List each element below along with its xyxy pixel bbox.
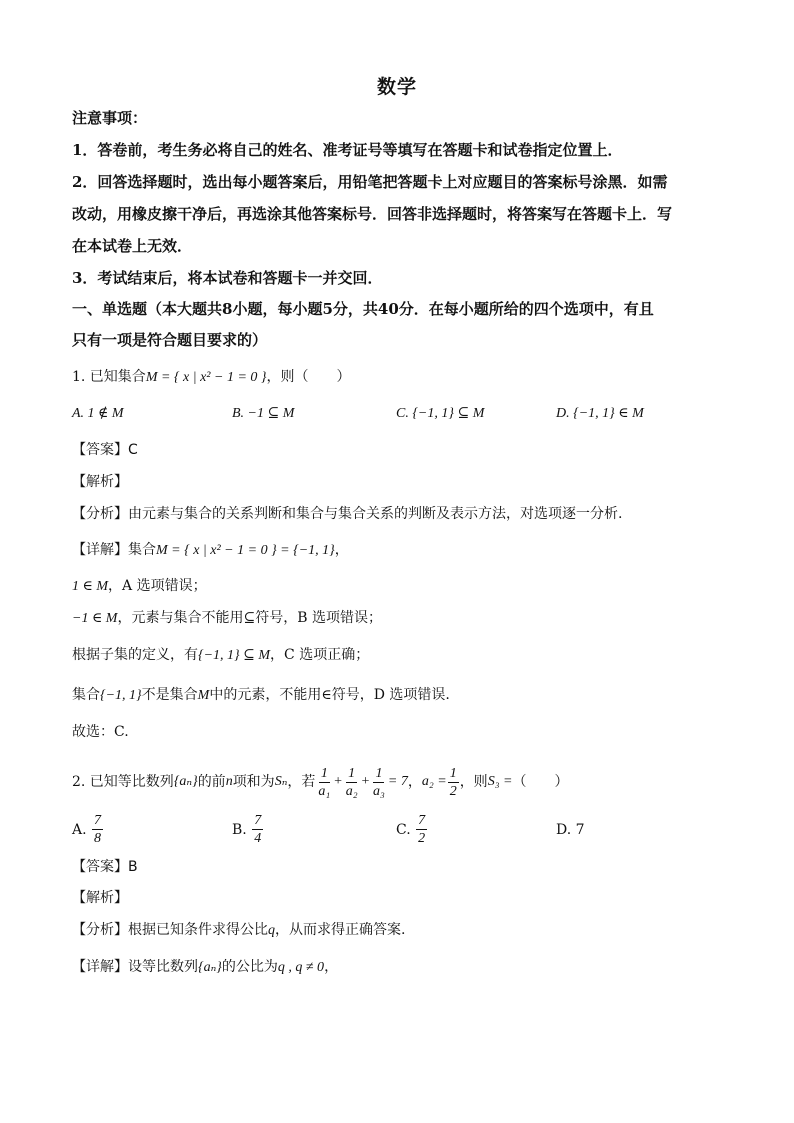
plus-sign: + [360, 774, 371, 789]
question-1-analysis-tag: 【解析】 [72, 474, 128, 490]
question-2-stem [72, 760, 569, 804]
option-fraction [416, 812, 427, 847]
fraction-denominator: 4 [254, 831, 262, 846]
xiangjie-prefix: 设等比数列 [128, 959, 198, 975]
line-d-prefix: 集合 [72, 687, 100, 703]
section-heading-line-1: 一、单选题（本大题共8小题，每小题5分，共40分．在每小题所给的四个选项中，有且 [72, 300, 654, 318]
notice-item-1: 1．答卷前，考生务必将自己的姓名、准考证号等填写在答题卡和试卷指定位置上． [72, 141, 623, 159]
fraction-denominator: a₂ [345, 783, 358, 799]
line-a-text: ，A 选项错误； [108, 578, 207, 594]
question-2-xiangjie [72, 957, 338, 978]
q2-mid-1: 的前 [197, 774, 226, 790]
answer-value: B [128, 859, 138, 875]
xiangjie-prefix: 集合 [128, 542, 156, 558]
line-c-prefix: 根据子集的定义，有 [72, 647, 198, 663]
question-2-option-d: D. 7 [556, 822, 585, 838]
fenxi-text: 由元素与集合的关系判断和集合与集合关系的判断及表示方法，对选项逐一分析. [128, 506, 623, 522]
question-1-option-c: C. {−1, 1} ⊆ M [396, 406, 485, 421]
q2-n: n [225, 774, 233, 789]
equals-seven: = 7 [387, 774, 408, 789]
fenxi-q: q [268, 923, 275, 938]
line-d-math-2: M [197, 688, 210, 703]
line-d-text: 中的元素，不能用∈符号，D 选项错误. [209, 687, 450, 703]
fraction-numerator: 1 [348, 765, 356, 781]
question-2-option-b [232, 812, 264, 847]
question-1-option-a: A. 1 ∉ M [72, 406, 124, 421]
line-d-math-1: {−1, 1} [100, 688, 142, 703]
xiangjie-tag: 【详解】 [72, 959, 128, 975]
section-heading-line-2: 只有一项是符合题目要求的） [72, 331, 268, 349]
question-1-set-expression: M = { x | x² − 1 = 0 } [145, 370, 267, 385]
plus-sign: + [333, 774, 343, 789]
fenxi-tag: 【分析】 [72, 506, 128, 522]
q2-mid-3: ，若 [287, 774, 316, 790]
question-1-option-b: B. −1 ⊆ M [232, 406, 295, 421]
notice-item-2-line-2: 改动，用橡皮擦干净后，再选涂其他答案标号．回答非选择题时，将答案写在答题卡上．写 [72, 205, 673, 223]
option-fraction [252, 812, 263, 847]
xiangjie-tag: 【详解】 [72, 542, 128, 558]
notice-item-2-line-1: 2．回答选择题时，选出每小题答案后，用铅笔把答题卡上对应题目的答案标号涂黑．如需 [72, 173, 668, 191]
fraction-denominator: 2 [418, 831, 426, 846]
xiangjie-suffix: ， [324, 959, 339, 975]
xiangjie-mid: 的公比为 [221, 959, 278, 975]
q2-suffix-pre: ，则 [459, 774, 488, 790]
xiangjie-math: q , q ≠ 0 [277, 960, 325, 975]
fraction-numerator: 7 [94, 813, 102, 828]
question-1-option-d: D. {−1, 1} ∈ M [556, 406, 644, 421]
answer-tag: 【答案】 [72, 859, 128, 875]
fraction-denominator: 8 [94, 831, 102, 846]
question-1-suffix: ，则（ ） [266, 369, 351, 385]
question-1-answer [72, 440, 138, 460]
question-1-line-d [72, 685, 450, 706]
q2-mid-2: 项和为 [232, 774, 275, 790]
notice-item-2-line-3: 在本试卷上无效． [72, 237, 193, 255]
line-d-mid: 不是集合 [141, 687, 198, 703]
s3-equals: S₃ = [487, 774, 513, 789]
question-2-option-c [396, 812, 428, 847]
fraction-numerator: 1 [449, 765, 457, 781]
q2-suffix: （ ） [512, 774, 569, 790]
a2-equals: a₂ = [421, 774, 447, 789]
question-1-line-a [72, 576, 207, 597]
answer-value: C [128, 442, 138, 458]
notice-item-3: 3．考试结束后，将本试卷和答题卡一并交回． [72, 269, 383, 287]
question-1-conclusion: 故选：C. [72, 724, 129, 740]
fraction-1-over-a1 [316, 765, 332, 800]
option-label: B. [232, 821, 247, 838]
fenxi-suffix: ，从而求得正确答案. [275, 922, 406, 938]
fraction-1-over-a3 [371, 765, 387, 800]
answer-tag: 【答案】 [72, 442, 128, 458]
question-2-analysis-tag: 【解析】 [72, 890, 128, 906]
q2-sequence: {aₙ} [173, 774, 198, 789]
xiangjie-sequence: {aₙ} [198, 960, 222, 975]
option-label: C. [396, 821, 411, 838]
comma: ， [407, 774, 422, 790]
question-2-answer [72, 857, 138, 877]
fraction-denominator: a₁ [318, 783, 331, 799]
question-2-fenxi [72, 920, 405, 941]
line-a-math: 1 ∈ M [72, 579, 109, 594]
fraction-1-over-a2 [344, 765, 360, 800]
fraction-numerator: 1 [375, 765, 383, 781]
page-title: 数学 [376, 76, 417, 98]
xiangjie-suffix: ， [334, 542, 349, 558]
fraction-one-half [448, 765, 459, 800]
option-fraction [92, 812, 103, 847]
line-b-math: −1 ∈ M [72, 611, 118, 626]
line-b-text: ，元素与集合不能用⊆符号，B 选项错误； [117, 610, 382, 626]
question-1-xiangjie [72, 540, 349, 561]
question-1-prefix: 1. 已知集合 [72, 369, 146, 385]
fraction-numerator: 7 [254, 813, 262, 828]
notice-heading: 注意事项： [72, 109, 148, 127]
line-c-math: {−1, 1} ⊆ M [198, 648, 271, 663]
fraction-denominator: a₃ [373, 783, 385, 799]
fraction-denominator: 2 [449, 783, 457, 799]
xiangjie-math: M = { x | x² − 1 = 0 } = {−1, 1} [156, 543, 335, 558]
option-label: A. [72, 821, 87, 838]
fenxi-prefix: 根据已知条件求得公比 [128, 922, 268, 938]
q2-sn: Sₙ [274, 774, 288, 789]
question-1-line-c [72, 645, 369, 666]
question-2-option-a [72, 812, 104, 847]
fraction-numerator: 7 [418, 813, 426, 828]
fenxi-tag: 【分析】 [72, 922, 128, 938]
question-1-fenxi [72, 504, 622, 524]
q2-prefix: 2. 已知等比数列 [72, 774, 174, 790]
question-1-stem [72, 367, 351, 388]
question-1-line-b [72, 608, 382, 629]
line-c-text: ，C 选项正确； [270, 647, 370, 663]
fraction-numerator: 1 [320, 765, 328, 781]
